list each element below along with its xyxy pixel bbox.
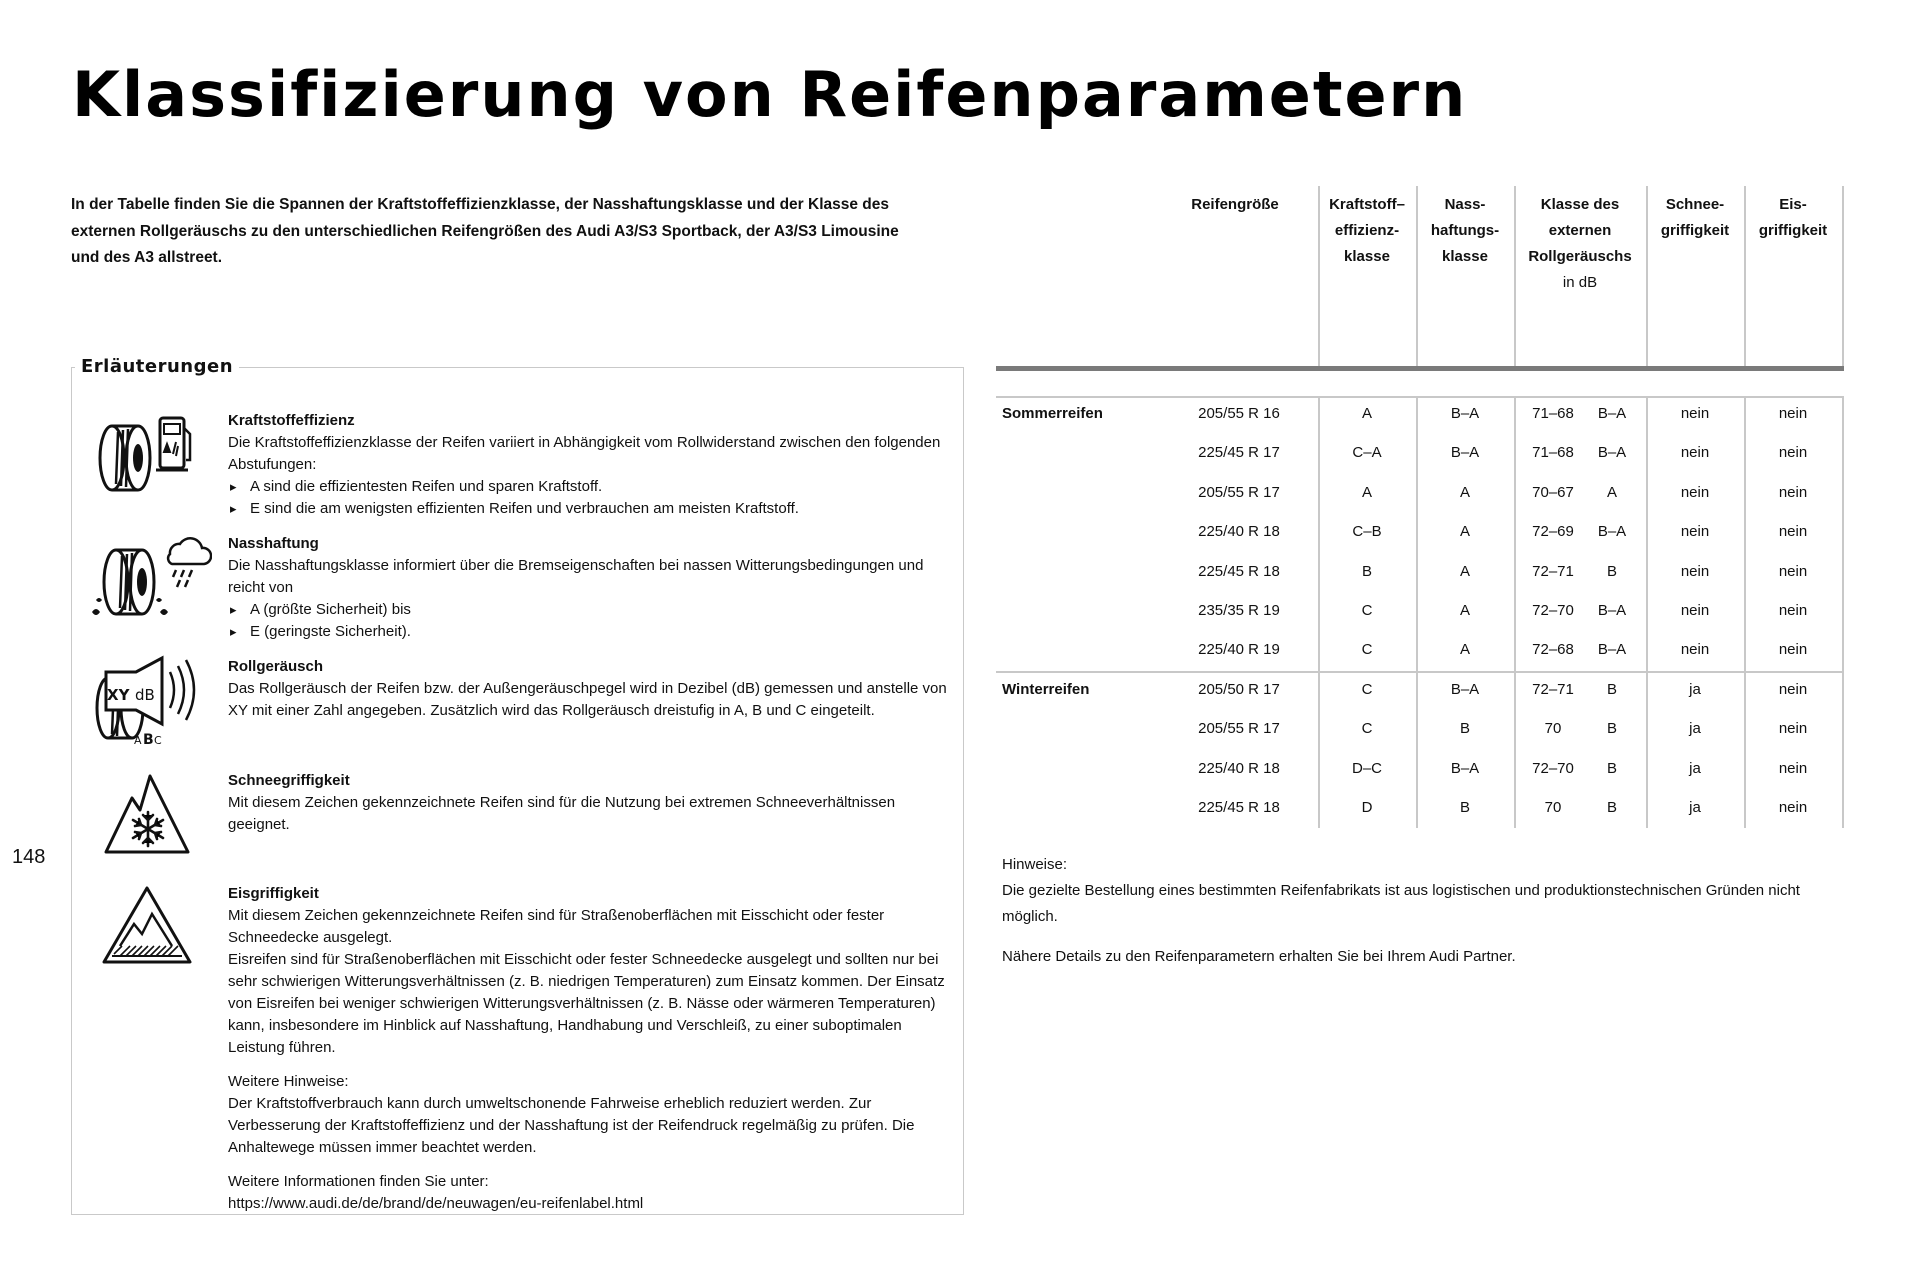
col-header-noise-line: Klasse des [1540, 196, 1620, 213]
table-cell-ice: nein [1778, 681, 1808, 698]
more-info-heading: Weitere Informationen finden Sie unter: [228, 1173, 489, 1190]
table-cell-ice: nein [1778, 444, 1808, 462]
table-cell-fuel: B [1361, 562, 1372, 580]
table-cell-db: 72–68 [1532, 641, 1574, 659]
wet-grip-icon [86, 532, 212, 628]
table-cell-cls: B–A [1597, 405, 1627, 422]
table-cell-fuel: D [1361, 799, 1373, 817]
more-info-url[interactable]: https://www.audi.de/de/brand/de/neuwagen/eu-reifenlabel.html [228, 1195, 644, 1212]
table-cell-wet: B [1459, 799, 1470, 817]
table-cell-wet: A [1459, 602, 1470, 619]
table-cell-cls: B [1606, 681, 1617, 698]
wet-grip-bullet: ▸ A (größte Sicherheit) bis [228, 599, 958, 621]
table-cell-fuel: D–C [1351, 759, 1382, 777]
noise-icon-xy: XY [107, 686, 130, 704]
table-cell-snow: ja [1689, 759, 1701, 777]
table-cell-db: 72–71 [1532, 562, 1574, 580]
noise-icon-db: dB [135, 686, 155, 704]
table-cell-snow: ja [1689, 720, 1701, 738]
table-cell-cls: B [1606, 759, 1617, 777]
snow-grip-text: Mit diesem Zeichen gekennzeichnete Reifen sind für die Nutzung bei extremen Schneeverhältnissen geeignet. [228, 794, 896, 833]
table-cell-wet: B–A [1450, 759, 1480, 777]
table-cell-size: 205/55 R 17 [1198, 483, 1280, 501]
header-divider [1646, 186, 1648, 368]
table-cell-snow: nein [1680, 483, 1710, 501]
fuel-efficiency-heading: Kraftstoffeffizienz [228, 412, 355, 429]
header-divider [1842, 186, 1844, 368]
col-header-fuel [1318, 192, 1416, 270]
col-header-ice-line: griffigkeit [1758, 222, 1828, 239]
rolling-noise-icon [92, 652, 204, 748]
header-divider [1514, 186, 1516, 368]
table-cell-cls: B [1606, 720, 1617, 738]
table-cell-size: 225/40 R 18 [1198, 523, 1280, 541]
table-cell-ice: nein [1778, 523, 1808, 541]
table-top-line [996, 396, 1844, 398]
table-cell-size: 225/45 R 18 [1198, 562, 1280, 580]
table-cell-snow: ja [1689, 799, 1701, 817]
wet-grip-text: Die Nasshaftungsklasse informiert über die Bremseigenschaften bei nassen Witterungsbedingungen und reicht von [228, 557, 924, 596]
ice-grip-heading: Eisgriffigkeit [228, 885, 319, 902]
table-cell-cls: B–A [1597, 444, 1627, 462]
page-title: Klassifizierung von Reifenparametern [72, 58, 1468, 131]
column-divider [1842, 396, 1844, 828]
col-header-noise-line: Rollgeräuschs [1528, 248, 1632, 265]
fuel-efficiency-bullet: ▸ E sind die am wenigsten effizienten Reifen und verbrauchen am meisten Kraftstoff. [228, 498, 958, 520]
table-cell-db: 72–71 [1532, 681, 1574, 698]
table-cell-fuel: A [1361, 405, 1372, 422]
col-header-ice-line: Eis- [1779, 196, 1807, 213]
ice-grip-icon [100, 884, 194, 966]
noise-icon-a: A [134, 734, 142, 747]
snow-grip-heading: Schneegriffigkeit [228, 772, 350, 789]
snow-grip-icon [102, 770, 192, 856]
table-cell-db: 72–70 [1532, 759, 1574, 777]
col-header-wet-line: klasse [1442, 248, 1488, 265]
col-header-wet-line: Nass- [1444, 196, 1486, 213]
col-header-snow-line: griffigkeit [1660, 222, 1730, 239]
table-cell-size: 235/35 R 19 [1198, 602, 1280, 619]
notes-text: Die gezielte Bestellung eines bestimmten Reifenfabrikats ist aus logistischen und produktionstechnischen Gründen nicht möglich. [1002, 882, 1800, 925]
table-cell-size: 225/40 R 19 [1198, 641, 1280, 659]
col-header-ice [1744, 192, 1842, 244]
table-cell-wet: A [1459, 562, 1470, 580]
table-cell-fuel: C–A [1352, 444, 1382, 462]
table-cell-db: 70 [1544, 799, 1562, 817]
intro-text: In der Tabelle finden Sie die Spannen der Kraftstoffeffizienzklasse, der Nasshaftungsklasse und der Klasse des externen Rollgeräuschs zu den unterschiedlichen Reifengrößen des Audi A3/S3 Sportback, der A3/S3 Limousine und des A3 allstreet. [71, 196, 899, 266]
table-cell-fuel: C–B [1352, 523, 1382, 541]
table-cell-fuel: C [1361, 720, 1373, 738]
table-cell-snow: nein [1680, 405, 1710, 422]
table-cell-cls: B [1606, 562, 1617, 580]
table-cell-ice: nein [1778, 759, 1808, 777]
table-cell-ice: nein [1778, 799, 1808, 817]
col-header-fuel-line: Kraftstoff– [1329, 196, 1405, 213]
col-header-snow-line: Schnee- [1665, 196, 1725, 213]
page-number: 148 [12, 846, 46, 868]
table-cell-wet: A [1459, 523, 1470, 541]
group-separator [996, 671, 1844, 673]
table-cell-wet: B [1459, 720, 1470, 738]
rolling-noise-text: Das Rollgeräusch der Reifen bzw. der Außengeräuschpegel wird in Dezibel (dB) gemessen und anstelle von XY mit einer Zahl angegeben. Zusätzlich wird das Rollgeräusch dreistufig in A, B und C eingeteilt. [228, 680, 947, 719]
further-notes-text: Der Kraftstoffverbrauch kann durch umweltschonende Fahrweise erheblich reduziert werden. Zur Verbesserung der Kraftstoffeffizienz und der Nasshaftung ist der Reifendruck regelmäßig zu prüfen. Die Anhaltewege müssen immer beachtet werden. [228, 1095, 915, 1156]
table-cell-snow: nein [1680, 562, 1710, 580]
table-cell-ice: nein [1778, 562, 1808, 580]
table-cell-snow: nein [1680, 523, 1710, 541]
table-cell-snow: nein [1680, 641, 1710, 659]
table-cell-size: 205/55 R 16 [1198, 405, 1280, 422]
table-cell-snow: nein [1680, 444, 1710, 462]
table-cell-cls: A [1606, 483, 1617, 501]
table-cell-cls: B [1606, 799, 1617, 817]
table-cell-wet: A [1459, 641, 1470, 659]
table-cell-fuel: C [1361, 602, 1373, 619]
further-notes-heading: Weitere Hinweise: [228, 1073, 349, 1090]
table-cell-cls: B–A [1597, 602, 1627, 619]
table-cell-db: 72–69 [1532, 523, 1574, 541]
table-cell-size: 205/55 R 17 [1198, 720, 1280, 738]
ice-grip-text: Mit diesem Zeichen gekennzeichnete Reifen sind für Straßenoberflächen mit Eisschicht oder fester Schneedecke ausgelegt. [228, 907, 885, 946]
header-divider [1318, 186, 1320, 368]
table-cell-fuel: A [1361, 483, 1372, 501]
col-header-fuel-line: klasse [1344, 248, 1390, 265]
table-cell-wet: B–A [1450, 405, 1480, 422]
notes-partner-text: Nähere Details zu den Reifenparametern erhalten Sie bei Ihrem Audi Partner. [1002, 948, 1516, 965]
table-cell-wet: B–A [1450, 444, 1480, 462]
wet-grip-section [228, 533, 958, 643]
fuel-efficiency-bullet: ▸ A sind die effizientesten Reifen und sparen Kraftstoff. [228, 476, 958, 498]
table-cell-size: 225/45 R 17 [1198, 444, 1280, 462]
table-cell-wet: B–A [1450, 681, 1480, 698]
table-cell-db: 71–68 [1532, 405, 1574, 422]
table-cell-snow: ja [1689, 681, 1701, 698]
col-header-fuel-line: effizienz- [1334, 222, 1400, 239]
table-cell-cls: B–A [1597, 523, 1627, 541]
table-cell-ice: nein [1778, 641, 1808, 659]
rolling-noise-section [228, 656, 958, 722]
fuel-efficiency-section [228, 410, 958, 520]
ice-grip-text-detail: Eisreifen sind für Straßenoberflächen mit Eisschicht oder fester Schneedecke ausgelegt und sollten nur bei sehr schwierigen Witterungsverhältnissen (z. B. niedrigen Temperaturen) zum Einsatz kommen. Der Einsatz von Eisreifen bei weniger schwierigen Witterungsverhältnissen (z. B. Nässe oder wärmeren Temperaturen) kann, insbesondere im Hinblick auf Nasshaftung, Handhabung und Verschleiß, zu einer suboptimalen Leistung führen. [228, 951, 945, 1056]
table-cell-snow: nein [1680, 602, 1710, 619]
group-label: Sommerreifen [1002, 405, 1103, 422]
table-cell-db: 70–67 [1532, 483, 1574, 501]
table-cell-size: 225/45 R 18 [1198, 799, 1280, 817]
table-cell-fuel: C [1361, 681, 1373, 698]
fuel-efficiency-text: Die Kraftstoffeffizienzklasse der Reifen variiert in Abhängigkeit vom Rollwiderstand zwischen den folgenden Abstufungen: [228, 434, 941, 473]
table-cell-db: 70 [1544, 720, 1562, 738]
col-header-noise [1514, 192, 1646, 296]
rolling-noise-heading: Rollgeräusch [228, 658, 324, 675]
table-cell-db: 72–70 [1532, 602, 1574, 619]
wet-grip-bullet: ▸ E (geringste Sicherheit). [228, 621, 958, 643]
table-cell-ice: nein [1778, 602, 1808, 619]
group-label: Winterreifen [1002, 681, 1090, 698]
col-header-noise-line: externen [1548, 222, 1612, 239]
col-header-size: Reifengröße [1191, 196, 1279, 213]
table-cell-cls: B–A [1597, 641, 1627, 659]
col-header-snow [1646, 192, 1744, 244]
col-header-wet [1416, 192, 1514, 270]
table-cell-size: 225/40 R 18 [1198, 759, 1280, 777]
wet-grip-heading: Nasshaftung [228, 535, 319, 552]
fuel-efficiency-icon [96, 408, 196, 494]
explanations-title: Erläuterungen [75, 356, 239, 377]
header-divider [1744, 186, 1746, 368]
column-divider [1514, 396, 1516, 828]
ice-grip-section [228, 883, 958, 1215]
notes-heading: Hinweise: [1002, 856, 1068, 873]
table-cell-fuel: C [1361, 641, 1373, 659]
header-rule [996, 366, 1844, 371]
table-cell-size: 205/50 R 17 [1198, 681, 1280, 698]
col-header-noise-unit: in dB [1562, 274, 1598, 291]
notes-section [1002, 852, 1832, 970]
noise-icon-b: B [143, 732, 154, 748]
table-cell-ice: nein [1778, 483, 1808, 501]
col-header-wet-line: haftungs- [1430, 222, 1500, 239]
header-divider [1416, 186, 1418, 368]
snow-grip-section [228, 770, 958, 836]
table-cell-ice: nein [1778, 405, 1808, 422]
table-cell-wet: A [1459, 483, 1470, 501]
table-cell-db: 71–68 [1532, 444, 1574, 462]
table-cell-ice: nein [1778, 720, 1808, 738]
noise-icon-c: C [154, 734, 162, 747]
